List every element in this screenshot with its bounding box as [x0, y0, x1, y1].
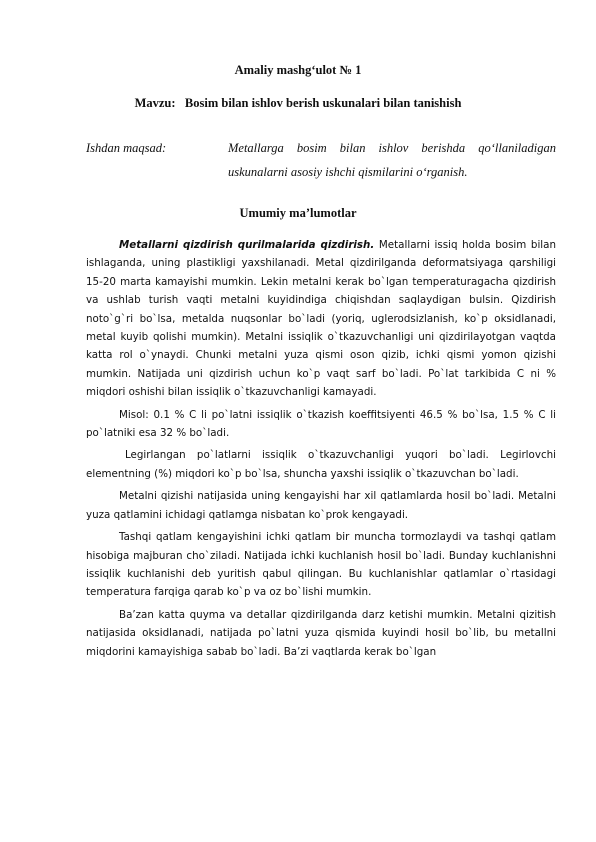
- objective-line-2: uskunalarni asosiy ishchi qismilarini o‘rganish.: [228, 165, 468, 179]
- paragraph-1-text: Metallarni issiq holda bosim bilan ishlaganda, uning plastikligi yaxshilanadi. Metal qizdirilganda deformatsiyaga qarshiligi 15-20 marta kamayishi mumkin. Lekin metalni kerak bo`lgan temperaturagacha qizdirish va ushlab turish vaqti metalni kuyidindiga chiqishdan saqlaydigan bulsin. Qizdirish noto`g`ri bo`lsa, metalda nuqsonlar bo`ladi (yoriq, uglerodsizlanish, ko`p oksidlanadi, metal kuyib qolishi mumkin). Metalni issiqlik o`tkazuvchanligi uni qizdirilayotgan vaqtda katta rol o`ynaydi. Chunki metalni yuza qismi oson qizib, ichki qismi yomon qizishi mumkin. Natijada uni qizdirish uchun ko`p vaqt sarf bo`ladi. Po`lat tarkibida C ni % miqdori oshishi bilan issiqlik o`tkazuvchanligi kamayadi.: [86, 239, 557, 399]
- section-heading: Umumiy ma’lumotlar: [239, 206, 357, 220]
- topic-label: Mavzu:: [134, 96, 176, 110]
- paragraph-1-lead: Metallarni qizdirish qurilmalarida qizdirish.: [119, 239, 375, 251]
- body-text: [86, 236, 556, 665]
- paragraph-6: Ba’zan katta quyma va detallar qizdirilganda darz ketishi mumkin. Metalni qizitish natijasida oksidlanadi, natijada po`latni yuza qismida kuyindi hosil bo`lib, bu metallni miqdorini kamayishiga sabab bo`ladi. Ba’zi vaqtlarda kerak bo`lgan: [86, 608, 556, 658]
- objective-line-1: Metallarga bosim bilan ishlov berishda qo‘llaniladigan: [228, 141, 556, 155]
- topic-text: Bosim bilan ishlov berish uskunalari bilan tanishish: [184, 96, 462, 110]
- paragraph-3: Legirlangan po`latlarni issiqlik o`tkazuvchanligi yuqori bo`ladi. Legirlovchi elementning (%) miqdori ko`p bo`lsa, shuncha yaxshi issiqlik o`tkazuvchan bo`ladi.: [86, 449, 556, 480]
- paragraph-2: Misol: 0.1 % C li po`latni issiqlik o`tkazish koeffitsiyenti 46.5 % bo`lsa, 1.5 % C li po`latniki esa 32 % bo`ladi.: [86, 408, 556, 440]
- lesson-title: Amaliy mashg‘ulot № 1: [234, 63, 362, 77]
- paragraph-5: Tashqi qatlam kengayishini ichki qatlam bir muncha tormozlaydi va tashqi qatlam hisobiga majburan cho`ziladi. Natijada ichki kuchlanish hosil bo`ladi. Bunday kuchlanishni issiqlik kuchlanishi deb yuritish qabul qilingan. Bu kuchlanishlar qatlamlar o`rtasidagi temperatura farqiga qarab ko`p va oz bo`lishi mumkin.: [86, 531, 556, 599]
- topic-line: [0, 96, 596, 111]
- paragraph-1: [86, 236, 556, 402]
- objective-label: Ishdan maqsad:: [86, 141, 167, 155]
- paragraph-4: Metalni qizishi natijasida uning kengayishi har xil qatlamlarda hosil bo`ladi. Metalni yuza qatlamini ichidagi qatlamga nisbatan ko`prok kengayadi.: [86, 490, 556, 521]
